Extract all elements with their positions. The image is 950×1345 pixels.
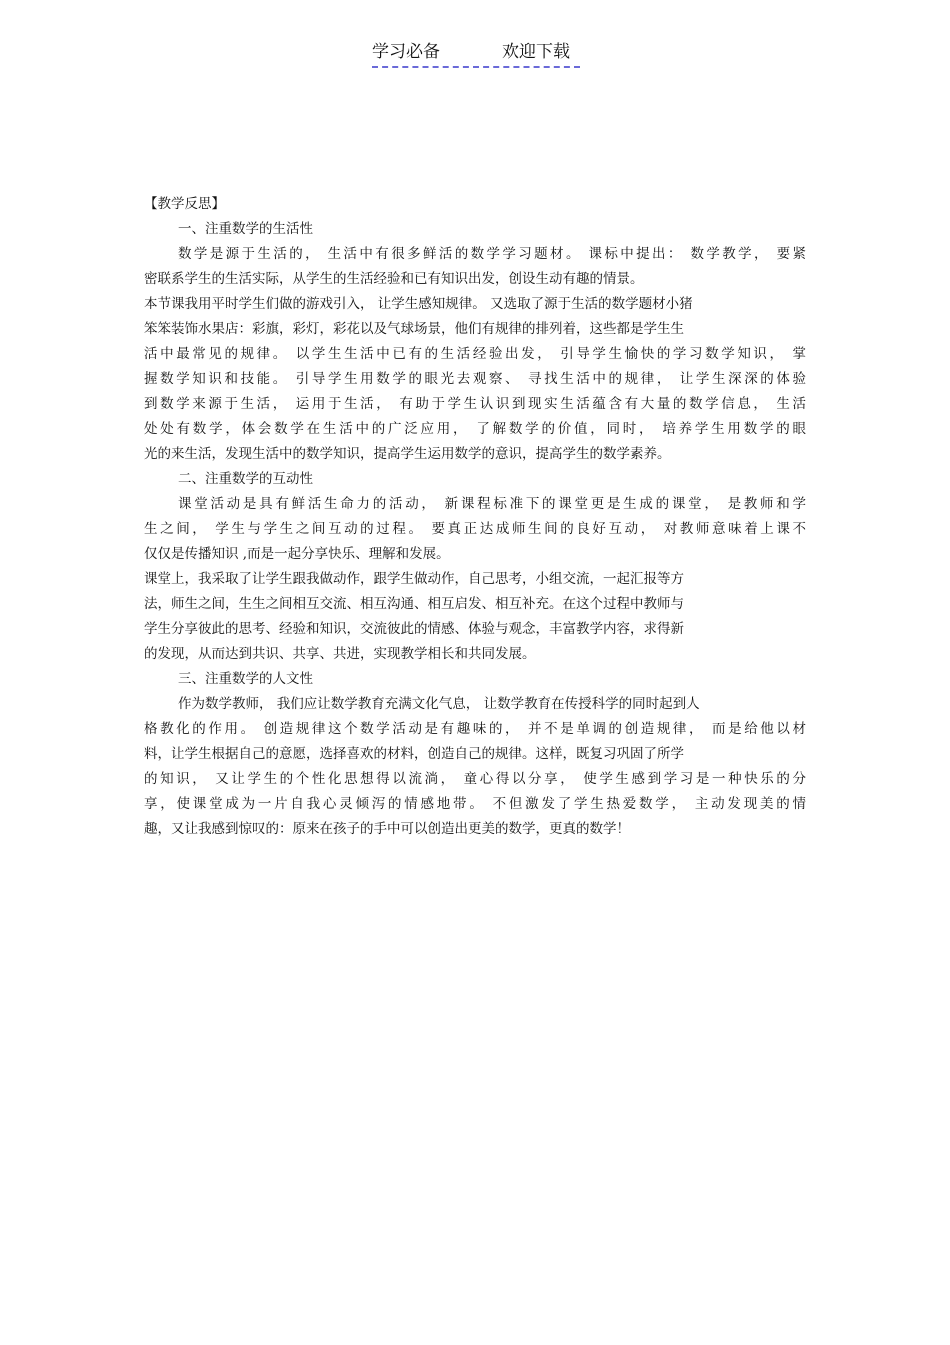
text-line: 光的来生活，发现生活中的数学知识，提高学生运用数学的意识，提高学生的数学素养。 (144, 446, 671, 462)
text-line: 【教学反思】 (144, 196, 225, 212)
text-line: 笨笨装饰水果店：彩旗，彩灯，彩花以及气球场景，他们有规律的排列着，这些都是学生生 (144, 321, 684, 337)
header-left-text: 学习必备 (372, 42, 440, 62)
text-line: 三、注重数学的人文性 (178, 671, 313, 687)
header-right-text: 欢迎下载 (502, 42, 570, 62)
text-line: 的发现，从而达到共识、共享、共进，实现教学相长和共同发展。 (144, 646, 536, 662)
text-line: 课堂上，我采取了让学生跟我做动作，跟学生做动作，自己思考，小组交流，一起汇报等方 (144, 571, 684, 587)
text-line: 握数学知识和技能。 引导学生用数学的眼光去观察、 寻找生活中的规律， 让学生深深的体验 (144, 371, 806, 387)
text-line: 数学是源于生活的， 生活中有很多鲜活的数学学习题材。 课标中提出： 数学教学， 要紧 (178, 246, 806, 262)
text-line: 法，师生之间，生生之间相互交流、相互沟通、相互启发、相互补充。在这个过程中教师与 (144, 596, 684, 612)
text-line: 一、注重数学的生活性 (178, 221, 313, 237)
text-line: 的知识， 又让学生的个性化思想得以流淌， 童心得以分享， 使学生感到学习是一种快乐的分 (144, 771, 806, 787)
text-line: 课堂活动是具有鲜活生命力的活动， 新课程标准下的课堂更是生成的课堂， 是教师和学 (178, 496, 806, 512)
text-line: 学生分享彼此的思考、经验和知识，交流彼此的情感、体验与观念，丰富教学内容，求得新 (144, 621, 684, 637)
text-line: 二、注重数学的互动性 (178, 471, 313, 487)
text-line: 密联系学生的生活实际，从学生的生活经验和已有知识出发，创设生动有趣的情景。 (144, 271, 644, 287)
text-line: 活中最常见的规律。 以学生生活中已有的生活经验出发， 引导学生愉快的学习数学知识， 掌 (144, 346, 806, 362)
text-line: 格教化的作用。 创造规律这个数学活动是有趣味的， 并不是单调的创造规律， 而是给他以材 (144, 721, 806, 737)
document-body (144, 192, 806, 842)
text-line: 作为数学教师， 我们应让数学教育充满文化气息， 让数学教育在传授科学的同时起到人 (178, 696, 700, 712)
text-line: 趣，又让我感到惊叹的：原来在孩子的手中可以创造出更美的数学，更真的数学！ (144, 821, 630, 837)
text-line: 处处有数学，体会数学在生活中的广泛应用， 了解数学的价值，同时， 培养学生用数学的眼 (144, 421, 806, 437)
text-line: 本节课我用平时学生们做的游戏引入， 让学生感知规律。 又选取了源于生活的数学题材小猪 (144, 296, 693, 312)
text-line: 到数学来源于生活， 运用于生活， 有助于学生认识到现实生活蕴含有大量的数学信息， 生活 (144, 396, 806, 412)
page-header (372, 40, 580, 68)
text-line: 仅仅是传播知识 ,而是一起分享快乐、理解和发展。 (144, 546, 450, 562)
text-line: 生之间， 学生与学生之间互动的过程。 要真正达成师生间的良好互动， 对教师意味着上课不 (144, 521, 806, 537)
text-line: 料，让学生根据自己的意愿，选择喜欢的材料，创造自己的规律。这样，既复习巩固了所学 (144, 746, 684, 762)
text-line: 享，使课堂成为一片自我心灵倾泻的情感地带。 不但激发了学生热爱数学， 主动发现美的情 (144, 796, 806, 812)
